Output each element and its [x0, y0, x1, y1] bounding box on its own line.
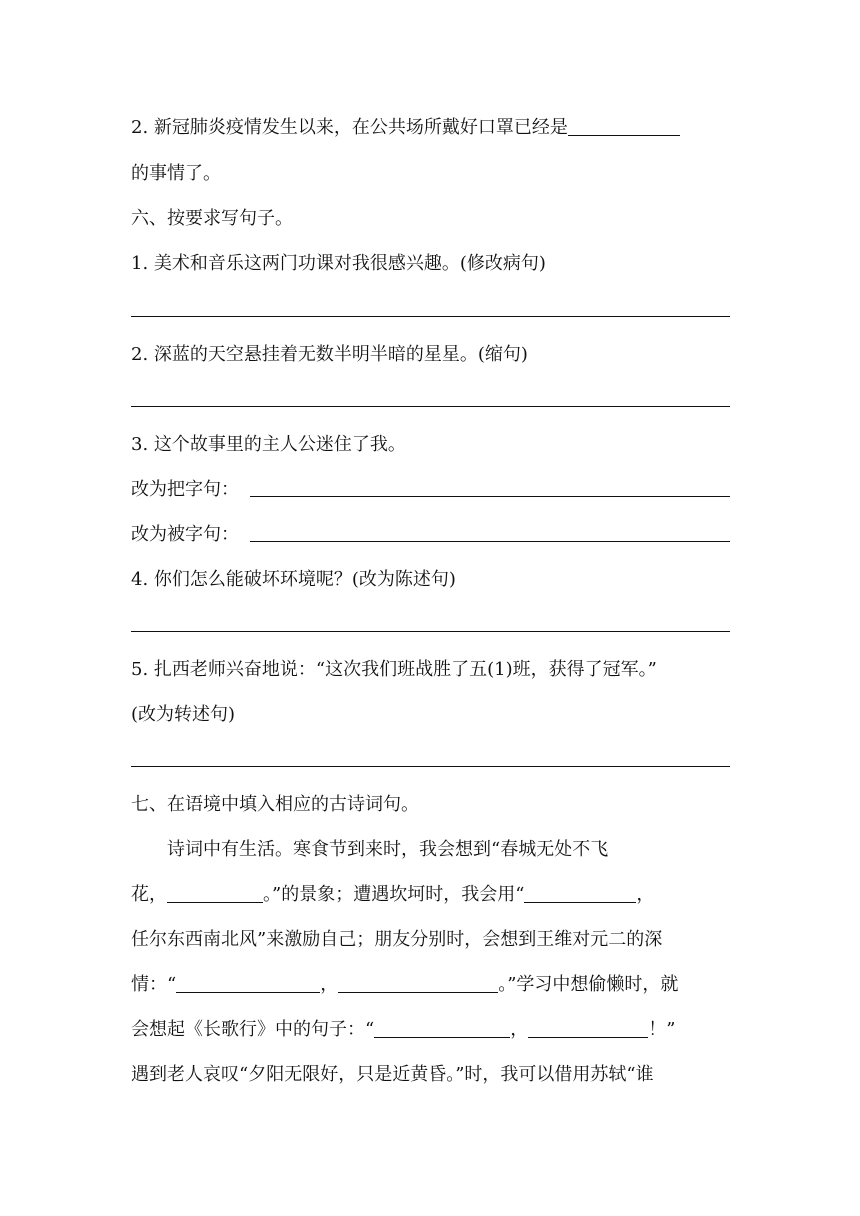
bei-sentence-label: 改为被字句： — [131, 524, 239, 545]
ba-answer-line[interactable] — [250, 496, 730, 497]
s6-question-5-line-1: 5. 扎西老师兴奋地说：“这次我们班战胜了五(1)班，获得了冠军。” — [131, 659, 657, 680]
section-6-heading: 六、按要求写句子。 — [131, 208, 293, 229]
poem-blank[interactable] — [374, 1019, 510, 1038]
poem-blank[interactable] — [167, 884, 263, 903]
s6-question-1: 1. 美术和音乐这两门功课对我很感兴趣。(修改病句) — [131, 253, 546, 274]
s6-question-3: 3. 这个故事里的主人公迷住了我。 — [131, 434, 406, 455]
paragraph-line-1: 诗词中有生活。寒食节到来时，我会想到“春城无处不飞 — [167, 839, 609, 860]
paragraph-line-3: 任尔东西南北风”来激励自己；朋友分别时，会想到王维对元二的深 — [131, 929, 663, 950]
answer-blank[interactable] — [568, 117, 680, 136]
paragraph-line-6: 遇到老人哀叹“夕阳无限好，只是近黄昏。”时，我可以借用苏轼“谁 — [131, 1064, 654, 1085]
answer-line[interactable] — [131, 766, 730, 767]
poem-blank[interactable] — [176, 974, 320, 993]
question-2-line-1 — [131, 116, 680, 140]
paragraph-line-2: 花， 。”的景象；遭遇坎坷时，我会用“ ， — [131, 884, 655, 905]
ba-sentence-label: 改为把字句： — [131, 479, 239, 500]
poem-blank[interactable] — [524, 884, 636, 903]
poem-blank[interactable] — [528, 1019, 648, 1038]
bei-answer-line[interactable] — [250, 541, 730, 542]
section-7-heading: 七、在语境中填入相应的古诗词句。 — [131, 794, 419, 815]
poem-blank[interactable] — [338, 974, 498, 993]
paragraph-line-4: 情：“ ， 。”学习中想偷懒时，就 — [131, 974, 679, 995]
answer-line[interactable] — [131, 631, 730, 632]
s6-question-4: 4. 你们怎么能破坏环境呢？(改为陈述句) — [131, 569, 456, 590]
answer-line[interactable] — [131, 406, 730, 407]
paragraph-line-5: 会想起《长歌行》中的句子：“ ， ！” — [131, 1019, 676, 1040]
s6-question-2: 2. 深蓝的天空悬挂着无数半明半暗的星星。(缩句) — [131, 344, 528, 365]
question-2-text: 2. 新冠肺炎疫情发生以来，在公共场所戴好口罩已经是 — [131, 117, 568, 138]
s6-question-5-line-2: (改为转述句) — [131, 704, 236, 725]
answer-line[interactable] — [131, 316, 730, 317]
question-2-line-2: 的事情了。 — [131, 163, 221, 184]
